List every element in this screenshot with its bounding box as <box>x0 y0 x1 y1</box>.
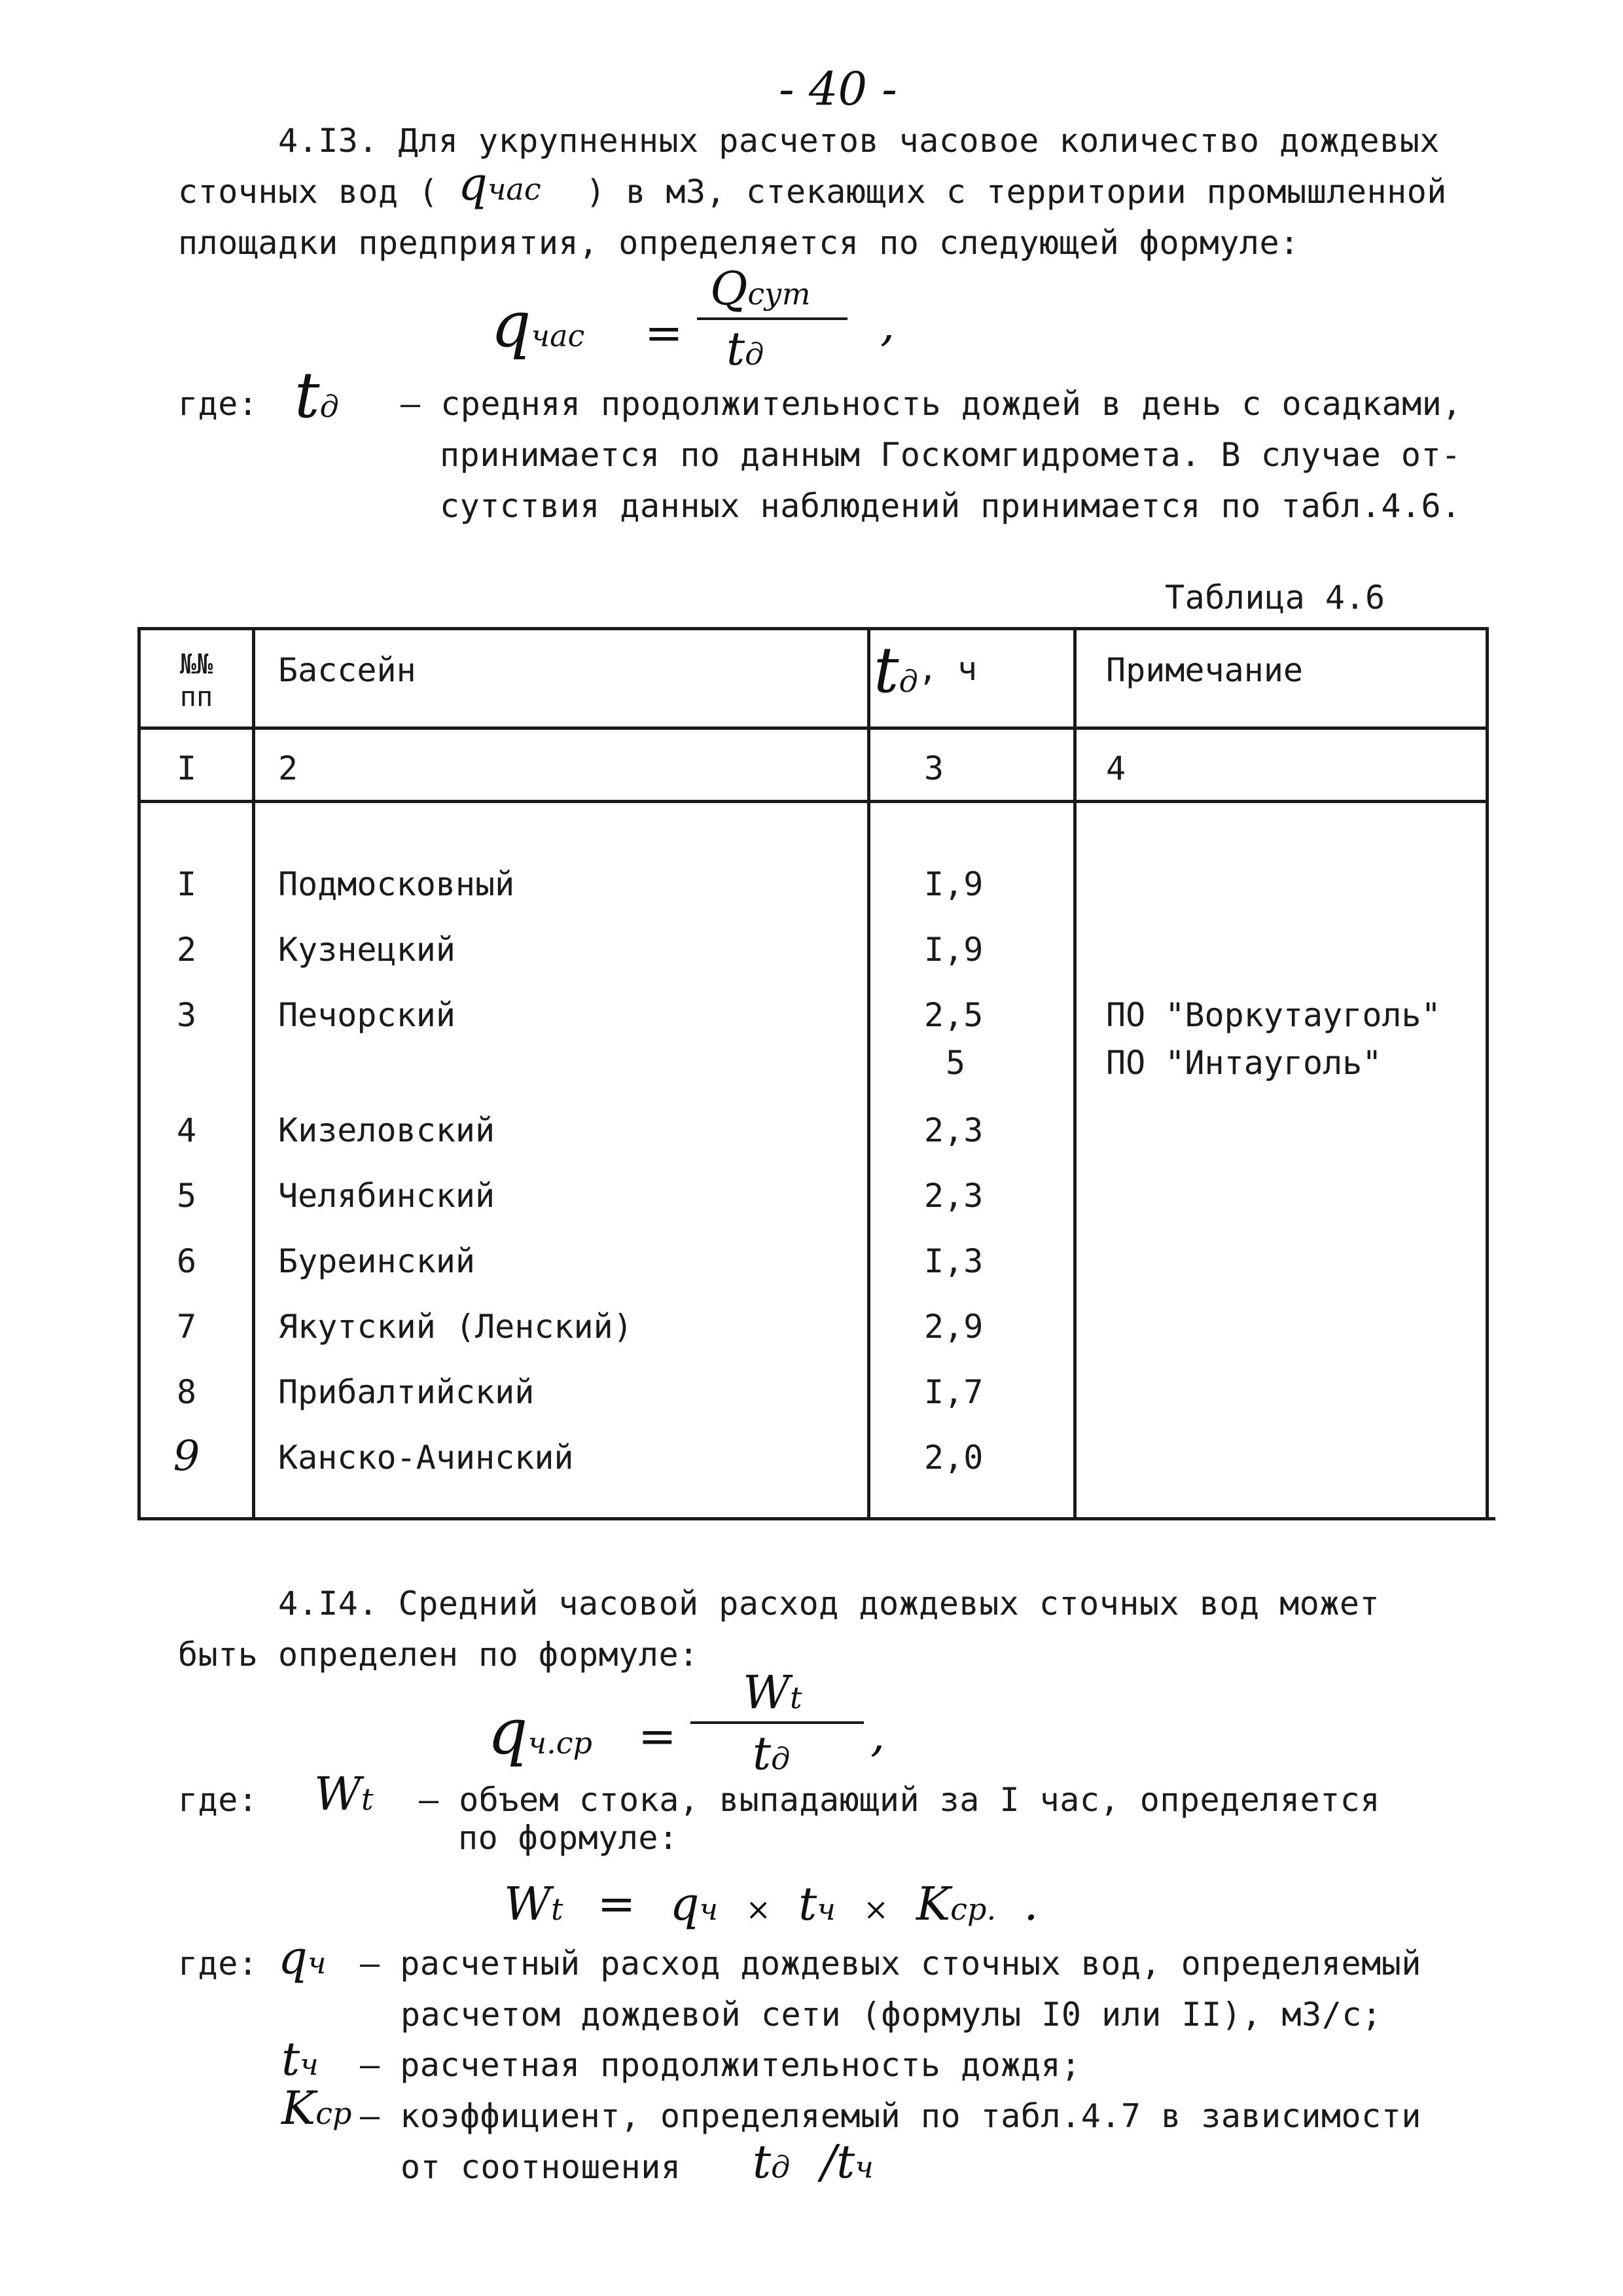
formula1-lhs-var: q <box>491 288 531 361</box>
header-note: Примечание <box>1106 651 1304 689</box>
where-line-2: принимается по данным Госкомгидромета. В случае от- <box>440 436 1461 474</box>
row-value: I,3 <box>924 1242 984 1280</box>
wt-symbol <box>314 1767 373 1821</box>
section-413-line3: площадки предприятия, определяется по следующей формуле: <box>178 224 1300 262</box>
row-basin: Канско-Ачинский <box>278 1439 574 1477</box>
def-qch-line2: расчетом дождевой сети (формулы I0 или II), м3/с; <box>401 1996 1382 2034</box>
def-kcp-line1: – коэффициент, определяемый по табл.4.7 в зависимости <box>360 2097 1421 2135</box>
row-value: 2,0 <box>924 1439 984 1477</box>
def-tch-sub: ч <box>300 2047 319 2082</box>
row-basin: Кизеловский <box>278 1111 495 1149</box>
row-basin: Челябинский <box>278 1177 495 1215</box>
section-414-line2: быть определен по формуле: <box>178 1636 699 1674</box>
header-num: №№ <box>179 648 213 680</box>
row-basin: Подмосковный <box>278 865 515 903</box>
q-hour-var: q <box>458 157 488 211</box>
formula2-lhs <box>488 1695 592 1768</box>
formula3-w-sub: t <box>550 1892 563 1927</box>
formula2-denominator <box>753 1727 790 1780</box>
section-414-line1: 4.I4. Средний часовой расход дождевых сточных вод может <box>278 1585 1380 1623</box>
defs-label: где: <box>178 1945 259 1982</box>
q-hour-symbol <box>458 157 541 211</box>
header-tg <box>874 634 977 707</box>
row-num: 3 <box>176 996 197 1034</box>
formula2-num-var: W <box>743 1666 790 1719</box>
section-413-line1: 4.I3. Для укрупненных расчетов часовое количество дождевых <box>278 122 1440 160</box>
row-num: 6 <box>176 1242 197 1280</box>
formula1-lhs <box>491 288 584 361</box>
table-bottom-border <box>137 1517 1495 1520</box>
tg-symbol-var: t <box>294 359 320 432</box>
colnum-3: 3 <box>924 749 944 787</box>
colnum-2: 2 <box>278 749 298 787</box>
formula3 <box>504 1877 1039 1931</box>
formula2-numerator <box>743 1666 802 1719</box>
formula2-den-var: t <box>753 1727 772 1780</box>
where-line-3: сутствия данных наблюдений принимается по табл.4.6. <box>440 487 1461 525</box>
ratio-a: t <box>753 2135 772 2189</box>
def-qch-sub: ч <box>307 1945 327 1981</box>
formula3-t: t <box>798 1877 817 1931</box>
wt-symbol-sub: t <box>361 1782 374 1817</box>
row-value: 2,3 <box>924 1177 984 1215</box>
formula3-eq: = <box>597 1877 636 1931</box>
row-value: 2,3 <box>924 1111 984 1149</box>
row-note: ПО "Воркутауголь" <box>1106 996 1441 1034</box>
formula2-fraction-bar <box>690 1721 864 1724</box>
formula3-k: K <box>916 1877 951 1931</box>
row-note: ПО "Интауголь" <box>1106 1044 1382 1082</box>
ratio-slash: / <box>821 2135 837 2189</box>
colnum-1: I <box>176 749 197 787</box>
formula1-numerator <box>710 262 810 315</box>
colnum-4: 4 <box>1106 749 1126 787</box>
formula3-w: W <box>504 1877 551 1931</box>
row-num: 9 <box>173 1432 200 1480</box>
header-basin: Бассейн <box>278 651 416 689</box>
row-value: I,7 <box>924 1373 984 1411</box>
row-basin: Якутский (Ленский) <box>278 1308 633 1346</box>
def-qch-line1: – расчетный расход дождевых сточных вод, определяемый <box>360 1945 1421 1982</box>
table-col-divider-3 <box>1073 627 1077 1520</box>
def-kcp-var: K <box>281 2081 316 2135</box>
row-num: 5 <box>176 1177 197 1215</box>
formula2-lhs-sub: ч.ср <box>527 1725 592 1761</box>
where-label-1: где: <box>178 385 259 423</box>
def-tch-symbol <box>281 2032 319 2086</box>
table-col-divider-2 <box>867 627 870 1520</box>
formula2-den-sub: д <box>771 1741 791 1776</box>
formula1-eq: = <box>645 306 683 360</box>
header-tg-var: t <box>874 634 899 707</box>
def-kcp-symbol <box>281 2081 352 2135</box>
wt-where-line2: по формуле: <box>458 1819 679 1857</box>
section-413-line2b: ) в м3, стекающих с территории промышленной <box>586 173 1447 211</box>
def-kcp-line2: от соотношения <box>401 2148 681 2186</box>
ratio-b-sub: ч <box>855 2149 874 2185</box>
formula3-k-sub: ср. <box>950 1892 997 1927</box>
ratio <box>753 2135 874 2189</box>
ratio-b: t <box>836 2135 855 2189</box>
formula1-num-var: Q <box>710 262 748 315</box>
table-header-divider <box>137 726 1489 730</box>
def-qch-var: q <box>278 1931 308 1984</box>
tg-symbol-sub: д <box>319 389 339 424</box>
row-num: 2 <box>176 931 197 969</box>
row-basin: Кузнецкий <box>278 931 455 969</box>
row-num: 8 <box>176 1373 197 1411</box>
formula2-lhs-var: q <box>488 1695 528 1768</box>
row-value: 2,5 <box>924 996 984 1034</box>
header-tg-unit: , ч <box>918 650 978 688</box>
formula3-q-sub: ч <box>699 1892 719 1927</box>
row-value: I,9 <box>924 931 984 969</box>
def-qch-symbol <box>278 1931 326 1984</box>
q-hour-sub: час <box>487 171 541 207</box>
table-colnum-divider <box>137 800 1489 803</box>
def-tch-line1: – расчетная продолжительность дождя; <box>360 2046 1081 2084</box>
formula1-den-sub: д <box>745 336 764 372</box>
wt-symbol-var: W <box>314 1767 361 1821</box>
row-basin: Печорский <box>278 996 455 1034</box>
page-number: - 40 - <box>779 62 897 116</box>
formula3-t-sub: ч <box>817 1892 836 1927</box>
formula3-trail: . <box>1024 1877 1039 1931</box>
row-value: 5 <box>946 1044 966 1082</box>
row-value: I,9 <box>924 865 984 903</box>
where-line-1: – средняя продолжительность дождей в день с осадками, <box>401 385 1462 423</box>
table-caption: Таблица 4.6 <box>1165 579 1385 617</box>
wt-where-line1: – объем стока, выпадающий за I час, определяется <box>419 1781 1380 1819</box>
header-num-2: пп <box>179 681 213 713</box>
row-num: I <box>176 865 197 903</box>
formula1-denominator <box>726 322 764 376</box>
table-right-border <box>1486 627 1489 1520</box>
header-tg-sub: д <box>899 664 918 699</box>
def-tch-var: t <box>281 2032 300 2086</box>
formula2-trail: , <box>870 1708 885 1762</box>
row-num: 7 <box>176 1308 197 1346</box>
formula3-times-1: × <box>745 1892 771 1927</box>
formula3-q: q <box>669 1877 700 1931</box>
row-basin: Прибалтийский <box>278 1373 535 1411</box>
formula1-den-var: t <box>726 322 745 376</box>
formula1-lhs-sub: час <box>531 318 585 353</box>
where-label-2: где: <box>178 1781 259 1819</box>
row-value: 2,9 <box>924 1308 984 1346</box>
formula2-eq: = <box>638 1710 677 1763</box>
tg-symbol <box>294 359 339 432</box>
formula1-fraction-bar <box>697 317 847 320</box>
table-col-divider-1 <box>252 627 255 1520</box>
formula3-times-2: × <box>863 1892 889 1927</box>
formula1-trail: , <box>880 298 895 351</box>
formula1-num-sub: сут <box>747 276 811 312</box>
row-num: 4 <box>176 1111 197 1149</box>
section-413-line2a: сточных вод ( <box>178 173 438 211</box>
def-kcp-sub: ср <box>315 2096 352 2131</box>
ratio-a-sub: д <box>771 2149 791 2185</box>
row-basin: Буреинский <box>278 1242 476 1280</box>
table-top-border <box>137 627 1489 630</box>
formula2-num-sub: t <box>789 1680 802 1715</box>
